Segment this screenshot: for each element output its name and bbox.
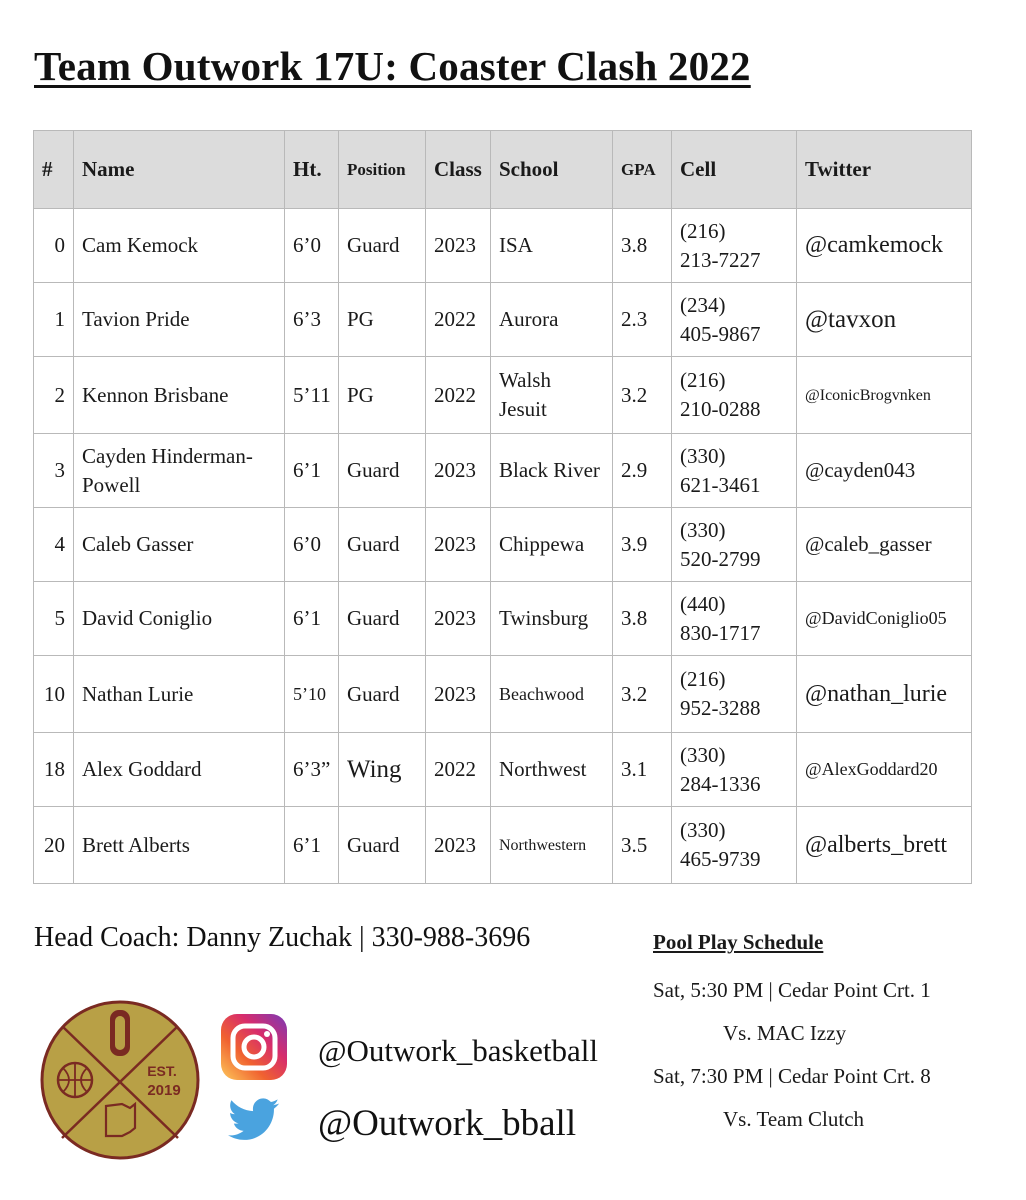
table-row	[34, 209, 972, 283]
player-twitter: @alberts_brett	[797, 807, 972, 884]
player-number: 3	[34, 434, 74, 508]
player-school: Northwestern	[491, 807, 613, 884]
player-height: 6’0	[285, 209, 339, 283]
player-school: Walsh Jesuit	[491, 357, 613, 434]
cell-number: 952-3288	[680, 696, 761, 720]
header-number: #	[34, 131, 74, 209]
player-cell	[672, 582, 797, 656]
player-number: 10	[34, 656, 74, 733]
player-twitter: @cayden043	[797, 434, 972, 508]
player-number: 5	[34, 582, 74, 656]
logo-year: 2019	[147, 1082, 181, 1099]
schedule-game-2-opponent: Vs. Team Clutch	[723, 1107, 865, 1131]
player-position: Guard	[339, 807, 426, 884]
player-twitter: @IconicBrogvnken	[797, 357, 972, 434]
player-class: 2022	[426, 283, 491, 357]
player-name: David Coniglio	[74, 582, 285, 656]
player-class: 2022	[426, 357, 491, 434]
player-class: 2023	[426, 582, 491, 656]
player-gpa: 3.8	[613, 582, 672, 656]
header-height: Ht.	[285, 131, 339, 209]
player-cell	[672, 807, 797, 884]
player-cell	[672, 508, 797, 582]
player-school: Twinsburg	[491, 582, 613, 656]
cell-number: 465-9739	[680, 847, 761, 871]
player-cell	[672, 283, 797, 357]
player-name: Cam Kemock	[74, 209, 285, 283]
player-gpa: 3.8	[613, 209, 672, 283]
table-row	[34, 283, 972, 357]
player-school: Northwest	[491, 733, 613, 807]
player-position: Guard	[339, 582, 426, 656]
cell-area-code: (440)	[680, 591, 726, 616]
schedule-game-2-time: Sat, 7:30 PM | Cedar Point Crt. 8	[653, 1064, 931, 1088]
player-height: 6’3	[285, 283, 339, 357]
table-row	[34, 434, 972, 508]
player-gpa: 2.9	[613, 434, 672, 508]
player-position: PG	[339, 357, 426, 434]
player-name: Alex Goddard	[74, 733, 285, 807]
player-height: 6’1	[285, 434, 339, 508]
player-number: 20	[34, 807, 74, 884]
player-number: 1	[34, 283, 74, 357]
player-position: Guard	[339, 209, 426, 283]
header-gpa: GPA	[613, 131, 672, 209]
player-position: Guard	[339, 434, 426, 508]
player-class: 2023	[426, 209, 491, 283]
player-position: Wing	[339, 733, 426, 807]
player-class: 2023	[426, 434, 491, 508]
player-position: Guard	[339, 656, 426, 733]
cell-area-code: (330)	[680, 818, 726, 842]
header-position: Position	[339, 131, 426, 209]
cell-number: 284-1336	[680, 771, 761, 796]
player-height: 6’0	[285, 508, 339, 582]
header-cell: Cell	[672, 131, 797, 209]
player-cell	[672, 733, 797, 807]
cell-area-code: (216)	[680, 368, 726, 392]
table-row	[34, 582, 972, 656]
header-name: Name	[74, 131, 285, 209]
schedule-game-1-opponent: Vs. MAC Izzy	[723, 1021, 847, 1045]
player-name: Kennon Brisbane	[74, 357, 285, 434]
table-row	[34, 508, 972, 582]
schedule-game-1-time: Sat, 5:30 PM | Cedar Point Crt. 1	[653, 978, 931, 1002]
logo-est-label: EST.	[147, 1063, 177, 1079]
cell-area-code: (330)	[680, 443, 726, 468]
player-number: 4	[34, 508, 74, 582]
player-name: Nathan Lurie	[74, 656, 285, 733]
team-logo	[40, 1000, 200, 1160]
cell-number: 405-9867	[680, 321, 761, 346]
cell-number: 210-0288	[680, 397, 761, 421]
player-class: 2023	[426, 508, 491, 582]
page-title: Team Outwork 17U: Coaster Clash 2022	[34, 43, 751, 89]
header-class: Class	[426, 131, 491, 209]
player-name: Brett Alberts	[74, 807, 285, 884]
player-height: 6’3”	[285, 733, 339, 807]
player-cell	[672, 209, 797, 283]
header-twitter: Twitter	[797, 131, 972, 209]
player-twitter: @nathan_lurie	[797, 656, 972, 733]
player-class: 2023	[426, 656, 491, 733]
player-position: PG	[339, 283, 426, 357]
player-school: Aurora	[491, 283, 613, 357]
header-school: School	[491, 131, 613, 209]
player-name: Tavion Pride	[74, 283, 285, 357]
player-cell	[672, 357, 797, 434]
player-number: 2	[34, 357, 74, 434]
player-school: Chippewa	[491, 508, 613, 582]
cell-area-code: (330)	[680, 742, 726, 767]
player-name: Cayden Hinderman-Powell	[74, 434, 285, 508]
player-gpa: 3.2	[613, 357, 672, 434]
twitter-bird-icon[interactable]	[228, 1098, 280, 1142]
player-number: 18	[34, 733, 74, 807]
player-twitter: @caleb_gasser	[797, 508, 972, 582]
player-school: Black River	[491, 434, 613, 508]
table-row	[34, 733, 972, 807]
player-cell	[672, 656, 797, 733]
player-gpa: 3.1	[613, 733, 672, 807]
player-gpa: 3.2	[613, 656, 672, 733]
player-gpa: 2.3	[613, 283, 672, 357]
roster-table	[33, 130, 972, 884]
cell-number: 621-3461	[680, 472, 761, 497]
player-number: 0	[34, 209, 74, 283]
cell-number: 830-1717	[680, 620, 761, 645]
cell-number: 213-7227	[680, 247, 761, 272]
table-row	[34, 656, 972, 733]
player-class: 2022	[426, 733, 491, 807]
player-school: ISA	[491, 209, 613, 283]
player-school: Beachwood	[491, 656, 613, 733]
player-gpa: 3.9	[613, 508, 672, 582]
head-coach-info: Head Coach: Danny Zuchak | 330-988-3696	[34, 922, 531, 953]
player-gpa: 3.5	[613, 807, 672, 884]
instagram-icon[interactable]	[220, 1013, 288, 1081]
cell-number: 520-2799	[680, 546, 761, 571]
table-header-row	[34, 131, 972, 209]
player-height: 6’1	[285, 807, 339, 884]
player-twitter: @AlexGoddard20	[797, 733, 972, 807]
player-cell	[672, 434, 797, 508]
player-height: 6’1	[285, 582, 339, 656]
player-name: Caleb Gasser	[74, 508, 285, 582]
cell-area-code: (330)	[680, 517, 726, 542]
player-height: 5’11	[285, 357, 339, 434]
player-twitter: @camkemock	[797, 209, 972, 283]
player-twitter: @DavidConiglio05	[797, 582, 972, 656]
player-twitter: @tavxon	[797, 283, 972, 357]
cell-area-code: (234)	[680, 292, 726, 317]
table-row	[34, 807, 972, 884]
cell-area-code: (216)	[680, 667, 726, 691]
cell-area-code: (216)	[680, 218, 726, 243]
instagram-handle: @Outwork_basketball	[318, 1033, 598, 1068]
twitter-handle: @Outwork_bball	[318, 1103, 577, 1144]
player-class: 2023	[426, 807, 491, 884]
player-position: Guard	[339, 508, 426, 582]
player-height: 5’10	[285, 656, 339, 733]
schedule-heading: Pool Play Schedule	[653, 930, 824, 954]
table-row	[34, 357, 972, 434]
